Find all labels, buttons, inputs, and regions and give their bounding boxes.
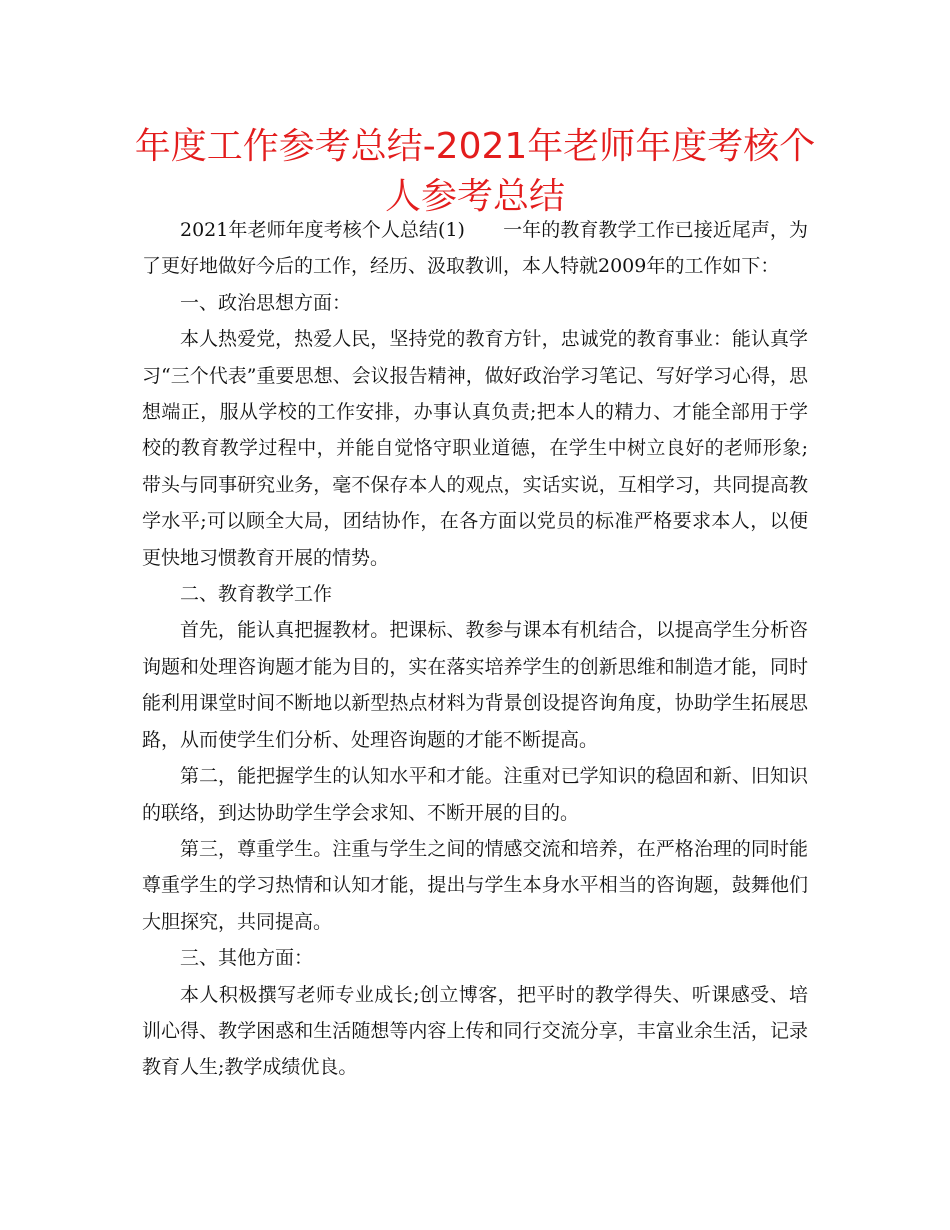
paragraph-intro: 2021年老师年度考核个人总结(1) 一年的教育教学工作已接近尾声，为了更好地做好今后的工作，经历、汲取教训，本人特就2009年的工作如下： [142, 219, 808, 278]
document-title: 年度工作参考总结-2021年老师年度考核个人参考总结 [134, 126, 816, 217]
section-heading-politics: 一、政治思想方面： [180, 291, 352, 314]
section-heading-teaching: 二、教育教学工作 [180, 583, 333, 606]
section-heading-other: 三、其他方面： [180, 947, 314, 970]
paragraph-politics: 本人热爱党，热爱人民，坚持党的教育方针，忠诚党的教育事业：能认真学习“三个代表”重要思想、会议报告精神，做好政治学习笔记、写好学习心得，思想端正，服从学校的工作安排，办事认真负责;把本人的精力、才能全部用于学校的教育教学过程中，并能自觉恪守职业道德，在学生中树立良好的老师形象;带头与同事研究业务，毫不保存本人的观点，实话实说，互相学习，共同提高教学水平;可以顾全大局，团结协作，在各方面以党员的标准严格要求本人，以便更快地习惯教育开展的情势。 [142, 328, 808, 569]
paragraph-teaching-first: 首先，能认真把握教材。把课标、教参与课本有机结合，以提高学生分析咨询题和处理咨询题才能为目的，实在落实培养学生的创新思维和制造才能，同时能利用课堂时间不断地以新型热点材料为背景创设提咨询角度，协助学生拓展思路，从而使学生们分析、处理咨询题的才能不断提高。 [142, 619, 808, 751]
paragraph-other: 本人积极撰写老师专业成长;创立博客，把平时的教学得失、听课感受、培训心得、教学困惑和生活随想等内容上传和同行交流分享，丰富业余生活，记录教育人生;教学成绩优良。 [142, 983, 808, 1079]
document-body [142, 212, 808, 1086]
paragraph-teaching-third: 第三，尊重学生。注重与学生之间的情感交流和培养，在严格治理的同时能尊重学生的学习热情和认知才能，提出与学生本身水平相当的咨询题，鼓舞他们大胆探究，共同提高。 [142, 837, 808, 933]
paragraph-teaching-second: 第二，能把握学生的认知水平和才能。注重对已学知识的稳固和新、旧知识的联络，到达协助学生学会求知、不断开展的目的。 [142, 765, 808, 824]
